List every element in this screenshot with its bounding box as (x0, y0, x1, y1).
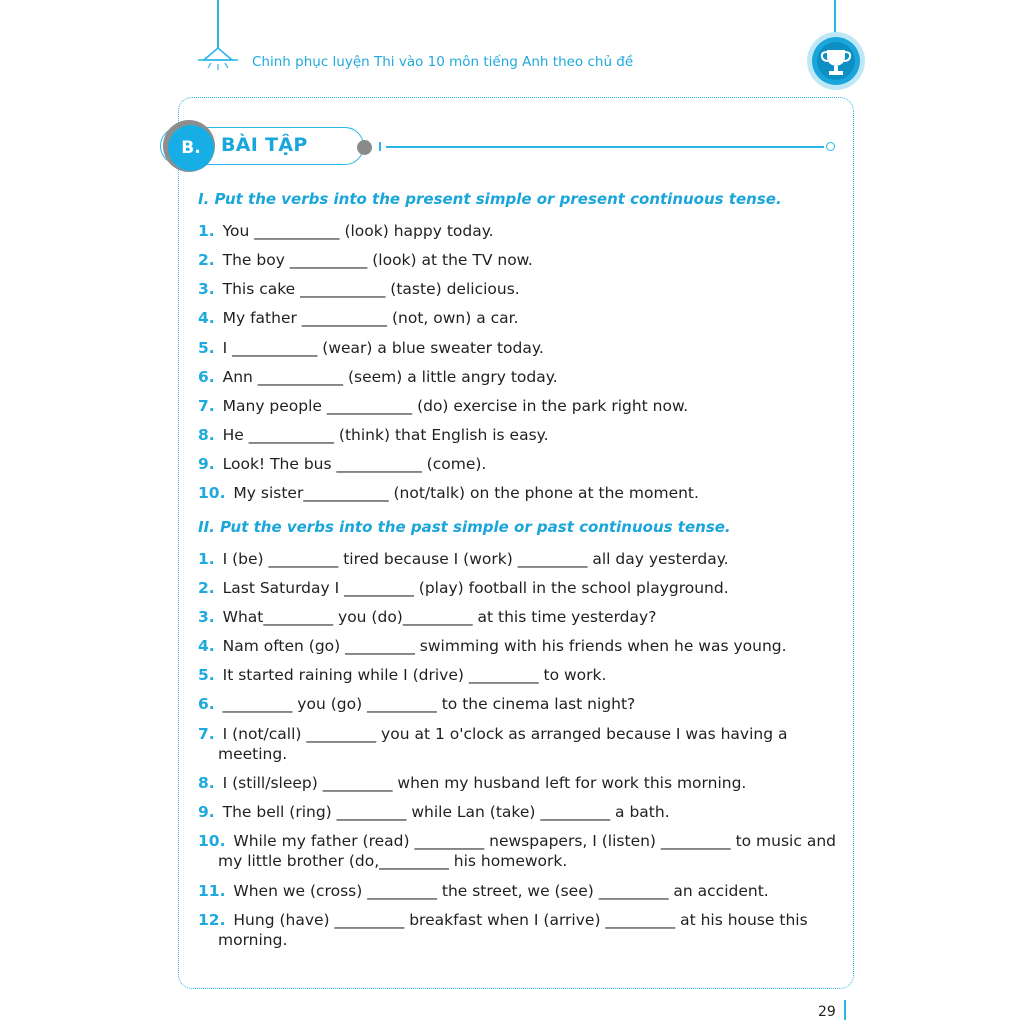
item-number: 8. (198, 426, 215, 444)
item-number: 4. (198, 309, 215, 327)
item-number: 6. (198, 368, 215, 386)
exercise-item (198, 578, 838, 598)
exercise-item (198, 694, 838, 714)
item-text: It started raining while I (drive) _________ to work. (222, 666, 607, 684)
exercise-item (198, 338, 838, 358)
item-number: 7. (198, 725, 215, 743)
exercise-item (198, 454, 838, 474)
item-text: Ann ___________ (seem) a little angry today. (222, 368, 558, 386)
item-number: 6. (198, 695, 215, 713)
item-number: 8. (198, 774, 215, 792)
item-number: 11. (198, 882, 226, 900)
exercise-item (198, 773, 838, 793)
item-text-continued: meeting. (218, 745, 288, 763)
page-number-bar (844, 1000, 846, 1020)
section-title: BÀI TẬP (221, 134, 308, 156)
item-text: This cake ___________ (taste) delicious. (222, 280, 520, 298)
part1-instruction: I. Put the verbs into the present simple or present continuous tense. (198, 190, 782, 208)
item-text: What_________ you (do)_________ at this time yesterday? (222, 608, 657, 626)
item-text: I (be) _________ tired because I (work) _________ all day yesterday. (222, 550, 729, 568)
exercise-item (198, 665, 838, 685)
decor-line (386, 146, 824, 148)
exercise-item (198, 367, 838, 387)
exercise-item (198, 279, 838, 299)
exercise-item (198, 250, 838, 270)
item-text: Many people ___________ (do) exercise in the park right now. (222, 397, 689, 415)
item-number: 3. (198, 280, 215, 298)
section-badge: B. (168, 125, 214, 171)
item-number: 7. (198, 397, 215, 415)
item-text: You ___________ (look) happy today. (222, 222, 494, 240)
item-number: 9. (198, 803, 215, 821)
item-text: _________ you (go) _________ to the cinema last night? (222, 695, 636, 713)
decor-circle (826, 142, 835, 151)
item-number: 2. (198, 579, 215, 597)
item-number: 1. (198, 550, 215, 568)
exercise-item (198, 308, 838, 328)
exercise-item (198, 724, 838, 764)
exercise-item (198, 802, 838, 822)
lamp-cord (217, 0, 219, 48)
item-text: Last Saturday I _________ (play) football in the school playground. (222, 579, 729, 597)
item-text-continued: morning. (218, 931, 288, 949)
item-text: The boy __________ (look) at the TV now. (222, 251, 533, 269)
exercise-item (198, 910, 838, 950)
decor-tick (379, 142, 381, 151)
exercise-item (198, 396, 838, 416)
exercise-item (198, 831, 838, 871)
page-number: 29 (818, 1004, 836, 1020)
lamp-icon (196, 44, 240, 74)
item-number: 10. (198, 484, 226, 502)
item-text: He ___________ (think) that English is easy. (222, 426, 549, 444)
item-text-continued: my little brother (do,_________ his homework. (218, 852, 568, 870)
trophy-cord (834, 0, 836, 34)
exercise-item (198, 221, 838, 241)
exercise-item (198, 636, 838, 656)
exercise-item (198, 881, 838, 901)
exercise-item (198, 483, 838, 503)
item-number: 5. (198, 666, 215, 684)
item-number: 12. (198, 911, 226, 929)
item-number: 4. (198, 637, 215, 655)
item-number: 10. (198, 832, 226, 850)
item-number: 9. (198, 455, 215, 473)
exercise-item (198, 607, 838, 627)
item-text: Look! The bus ___________ (come). (222, 455, 487, 473)
item-text: My father ___________ (not, own) a car. (222, 309, 519, 327)
exercise-item (198, 549, 838, 569)
item-text: Hung (have) _________ breakfast when I (arrive) _________ at his house this (233, 911, 808, 929)
item-text: I (still/sleep) _________ when my husband left for work this morning. (222, 774, 747, 792)
header-title: Chinh phục luyện Thi vào 10 môn tiếng Anh theo chủ đề (252, 54, 634, 70)
decor-dot (357, 140, 372, 155)
item-text: My sister___________ (not/talk) on the phone at the moment. (233, 484, 699, 502)
exercise-item (198, 425, 838, 445)
item-number: 5. (198, 339, 215, 357)
part2-instruction: II. Put the verbs into the past simple or past continuous tense. (198, 518, 731, 536)
item-number: 2. (198, 251, 215, 269)
item-text: I (not/call) _________ you at 1 o'clock as arranged because I was having a (222, 725, 788, 743)
item-number: 1. (198, 222, 215, 240)
item-text: I ___________ (wear) a blue sweater today. (222, 339, 544, 357)
item-text: The bell (ring) _________ while Lan (take) _________ a bath. (222, 803, 670, 821)
item-text: Nam often (go) _________ swimming with his friends when he was young. (222, 637, 787, 655)
item-text: While my father (read) _________ newspapers, I (listen) _________ to music and (233, 832, 836, 850)
item-text: When we (cross) _________ the street, we (see) _________ an accident. (233, 882, 769, 900)
item-number: 3. (198, 608, 215, 626)
trophy-icon (805, 30, 867, 92)
